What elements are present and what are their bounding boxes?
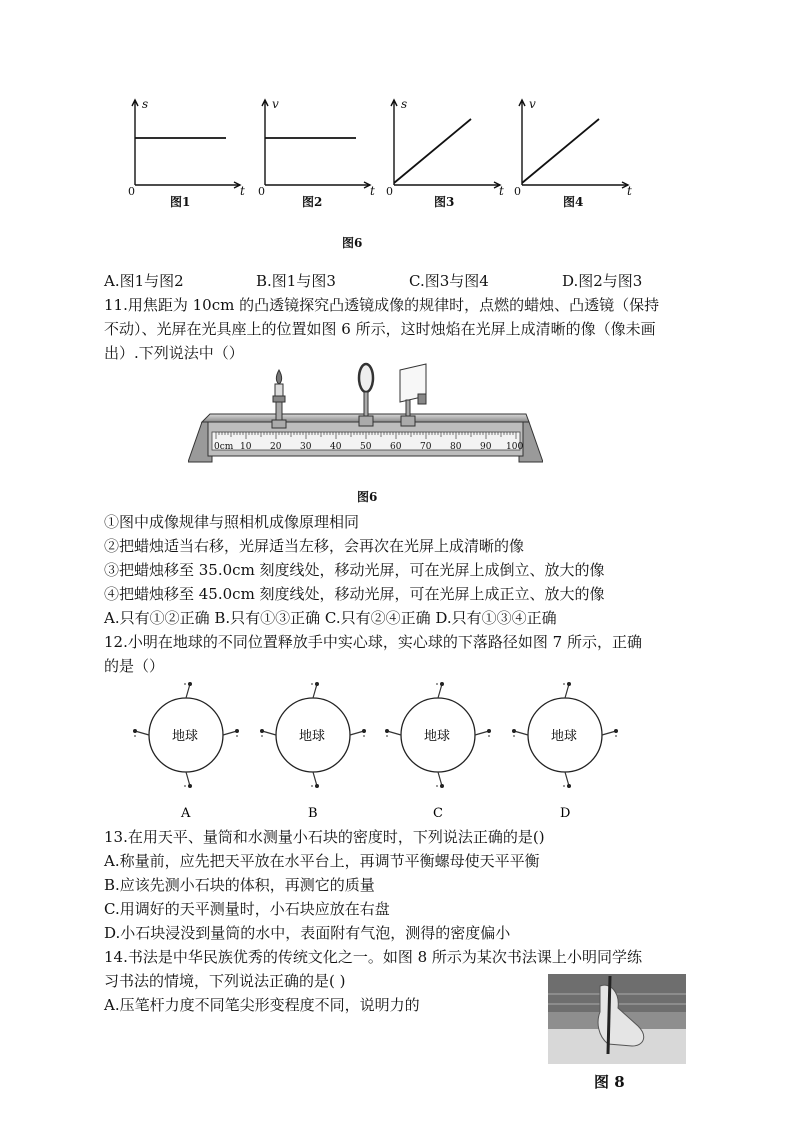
globe-option-D	[512, 682, 618, 821]
q11-statement-3: ③把蜡烛移至 35.0cm 刻度线处，移动光屏，可在光屏上成倒立、放大的像	[104, 561, 605, 579]
globe-label: 地球	[424, 729, 451, 744]
graph-1-origin: 0	[128, 185, 135, 198]
graph-4-caption: 图4	[563, 195, 584, 209]
q10-option-a: A.图1与图2	[104, 272, 184, 290]
globe-label: 地球	[551, 729, 578, 744]
scale-label-50: 50	[360, 442, 372, 452]
q11-statement-4: ④把蜡烛移至 45.0cm 刻度线处，移动光屏，可在光屏上成正立、放大的像	[104, 585, 605, 603]
graph-4-origin: 0	[514, 185, 521, 198]
graph-1-x-label: t	[240, 184, 245, 198]
q14-stem-line-1: 14.书法是中华民族优秀的传统文化之一。如图 8 所示为某次书法课上小明同学练	[104, 948, 642, 966]
figure-6-bench-caption: 图6	[357, 490, 378, 504]
scale-label-20: 20	[270, 442, 282, 452]
scale-label-10: 10	[240, 442, 252, 452]
globe-label: 地球	[172, 729, 199, 744]
q13-stem: 13.在用天平、量筒和水测量小石块的密度时，下列说法正确的是()	[104, 828, 545, 846]
q14-stem-line-2: 习书法的情境，下列说法正确的是( )	[104, 972, 346, 990]
q10-option-d: D.图2与图3	[562, 272, 643, 290]
graph-2	[262, 100, 370, 188]
q11-stem-line-2: 不动）、光屏在光具座上的位置如图 6 所示，这时烛焰在光屏上成清晰的像（像未画	[104, 320, 656, 338]
q13-option-a: A.称量前，应先把天平放在水平台上，再调节平衡螺母使天平平衡	[104, 852, 540, 870]
graph-1-y-label: s	[142, 97, 149, 111]
globe-option-A	[133, 682, 239, 821]
q13-option-b: B.应该先测小石块的体积，再测它的质量	[104, 876, 375, 894]
globe-option-letter: D	[560, 806, 571, 821]
q13-option-d: D.小石块浸没到量筒的水中，表面附有气泡，测得的密度偏小	[104, 924, 511, 942]
optical-bench-figure	[188, 362, 543, 472]
scale-label-90: 90	[480, 442, 492, 452]
graph-2-caption: 图2	[302, 195, 323, 209]
graph-3-origin: 0	[386, 185, 393, 198]
globe-option-letter: C	[433, 806, 443, 821]
graph-3-caption: 图3	[434, 195, 455, 209]
q12-stem-line-1: 12.小明在地球的不同位置释放手中实心球，实心球的下落路径如图 7 所示，正确	[104, 633, 642, 651]
globe-option-letter: A	[181, 806, 191, 821]
graph-1	[132, 100, 240, 188]
q11-stem-line-3: 出）.下列说法中（）	[104, 344, 244, 362]
q11-stem-line-1: 11.用焦距为 10cm 的凸透镜探究凸透镜成像的规律时，点燃的蜡烛、凸透镜（保持	[104, 296, 660, 314]
graph-4-x-label: t	[627, 184, 632, 198]
figure-8-caption: 图 8	[594, 1073, 625, 1091]
graph-3-x-label: t	[499, 184, 504, 198]
graph-1-caption: 图1	[170, 195, 191, 209]
scale-label-100: 100	[506, 442, 524, 452]
q13-option-c: C.用调好的天平测量时，小石块应放在右盘	[104, 900, 390, 918]
q11-statement-2: ②把蜡烛适当右移，光屏适当左移，会再次在光屏上成清晰的像	[104, 537, 525, 555]
earth-drop-figure	[120, 672, 640, 822]
globe-option-C	[385, 682, 491, 821]
globe-option-letter: B	[308, 806, 318, 821]
graph-3	[391, 100, 500, 188]
q14-option-a: A.压笔杆力度不同笔尖形变程度不同，说明力的	[104, 996, 420, 1014]
q10-option-b: B.图1与图3	[256, 272, 336, 290]
q10-option-c: C.图3与图4	[409, 272, 489, 290]
graph-2-x-label: t	[370, 184, 375, 198]
motion-graphs-figure	[120, 95, 640, 220]
figure-6-graphs-caption: 图6	[342, 236, 363, 250]
graph-4	[519, 100, 628, 188]
scale-label-70: 70	[420, 442, 432, 452]
q12-stem-line-2: 的是（）	[104, 657, 165, 675]
globe-option-B	[260, 682, 366, 821]
scale-label-80: 80	[450, 442, 462, 452]
globe-label: 地球	[299, 729, 326, 744]
q11-options: A.只有①②正确 B.只有①③正确 C.只有②④正确 D.只有①③④正确	[104, 609, 557, 627]
graph-4-y-label: v	[529, 97, 536, 111]
scale-label-40: 40	[330, 442, 342, 452]
convex-lens	[359, 364, 373, 426]
graph-2-origin: 0	[258, 185, 265, 198]
scale-label-30: 30	[300, 442, 312, 452]
q11-statement-1: ①图中成像规律与照相机成像原理相同	[104, 513, 360, 531]
scale-label-0: 0cm	[214, 442, 234, 452]
calligraphy-photo	[548, 974, 686, 1064]
scale-label-60: 60	[390, 442, 402, 452]
graph-3-y-label: s	[401, 97, 408, 111]
graph-2-y-label: v	[272, 97, 279, 111]
